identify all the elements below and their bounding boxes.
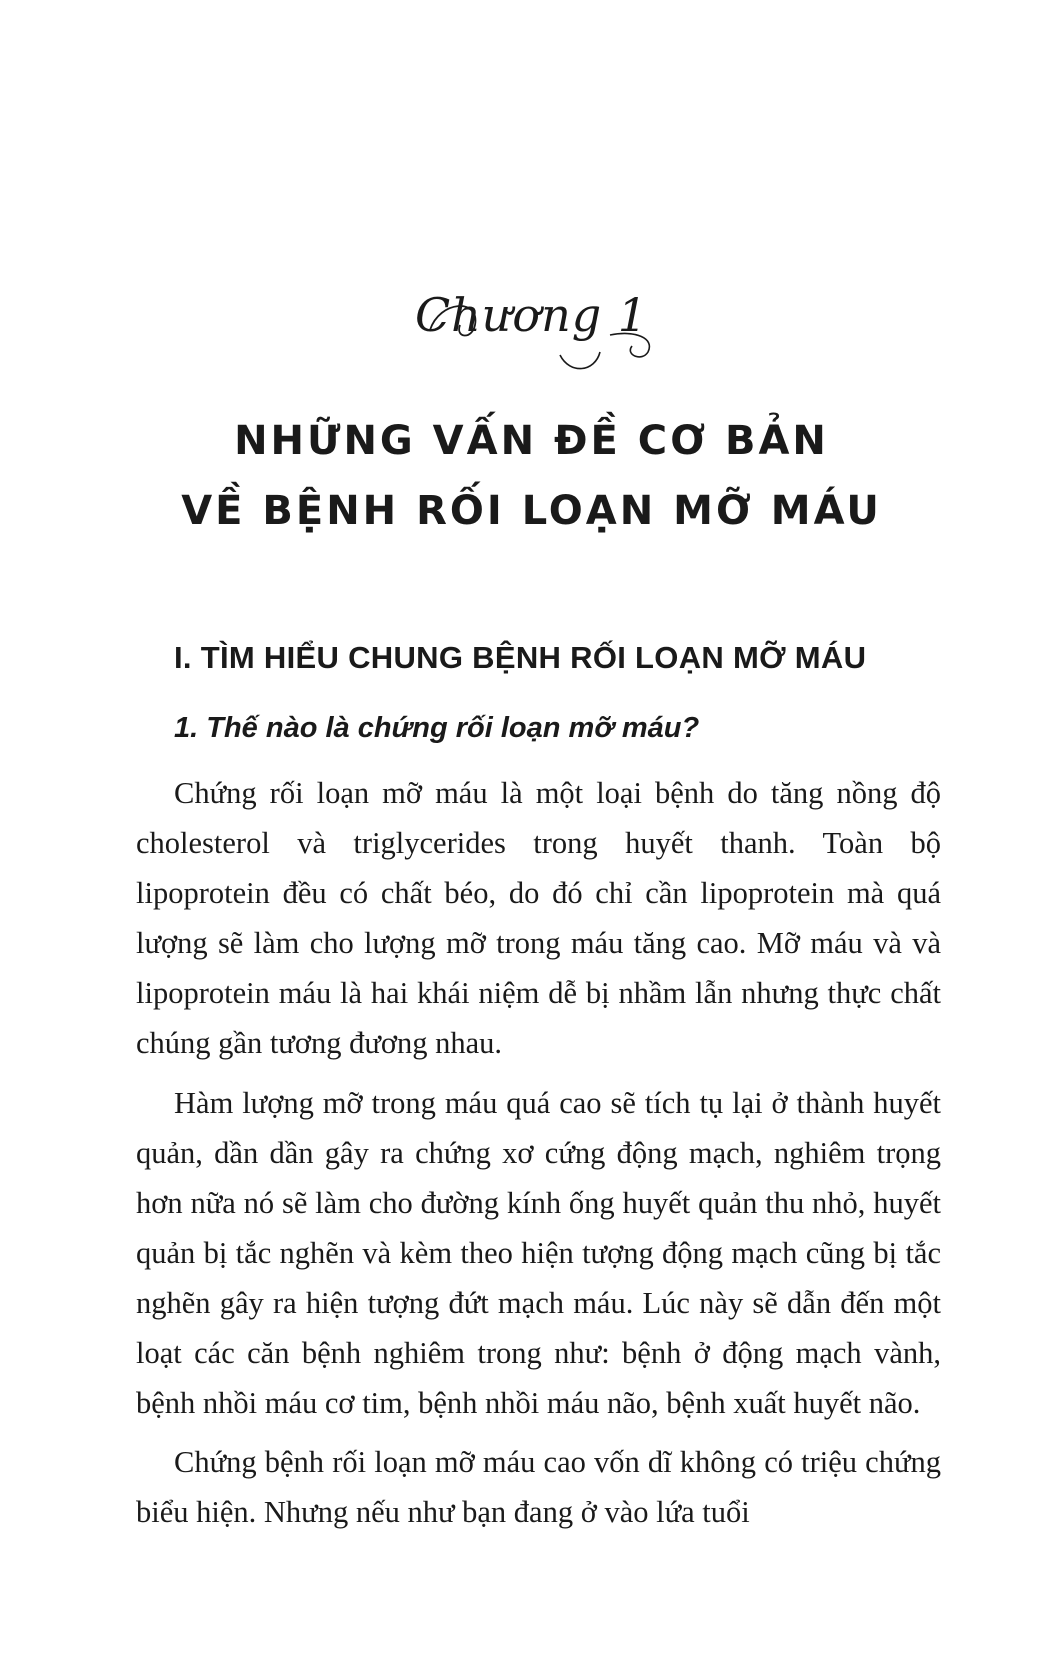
paragraph-3: Chứng bệnh rối loạn mỡ máu cao vốn dĩ không có triệu chứng biểu hiện. Nhưng nếu như bạn đang ở vào lứa tuổi bbox=[136, 1445, 941, 1529]
paragraph-1: Chứng rối loạn mỡ máu là một loại bệnh do tăng nồng độ cholesterol và triglycerides trong huyết thanh. Toàn bộ lipoprotein đều có chất béo, do đó chỉ cần lipoprotein mà quá lượng sẽ làm cho lượng mỡ trong máu tăng cao. Mỡ máu và và lipoprotein máu là hai khái niệm dễ bị nhầm lẫn nhưng thực chất chúng gần tương đương nhau. bbox=[136, 776, 941, 1060]
section-heading: I. TÌM HIỂU CHUNG BỆNH RỐI LOẠN MỠ MÁU bbox=[174, 640, 867, 675]
chapter-title-line2: VỀ BỆNH RỐI LOẠN MỠ MÁU bbox=[181, 488, 882, 534]
paragraph-2: Hàm lượng mỡ trong máu quá cao sẽ tích tụ lại ở thành huyết quản, dần dần gây ra chứng xơ cứng động mạch, nghiêm trọng hơn nữa nó sẽ làm cho đường kính ống huyết quản thu nhỏ, huyết quản bị tắc nghẽn và kèm theo hiện tượng động mạch cũng bị tắc nghẽn gây ra hiện tượng đứt mạch máu. Lúc này sẽ dẫn đến một loạt các căn bệnh nghiêm trong như: bệnh ở động mạch vành, bệnh nhồi máu cơ tim, bệnh nhồi máu não, bệnh xuất huyết não. bbox=[136, 1086, 941, 1420]
chapter-title-line1: NHỮNG VẤN ĐỀ CƠ BẢN bbox=[234, 418, 829, 464]
sub-heading: 1. Thế nào là chứng rối loạn mỡ máu? bbox=[174, 712, 700, 744]
chapter-label: Chương 1 bbox=[414, 288, 649, 342]
